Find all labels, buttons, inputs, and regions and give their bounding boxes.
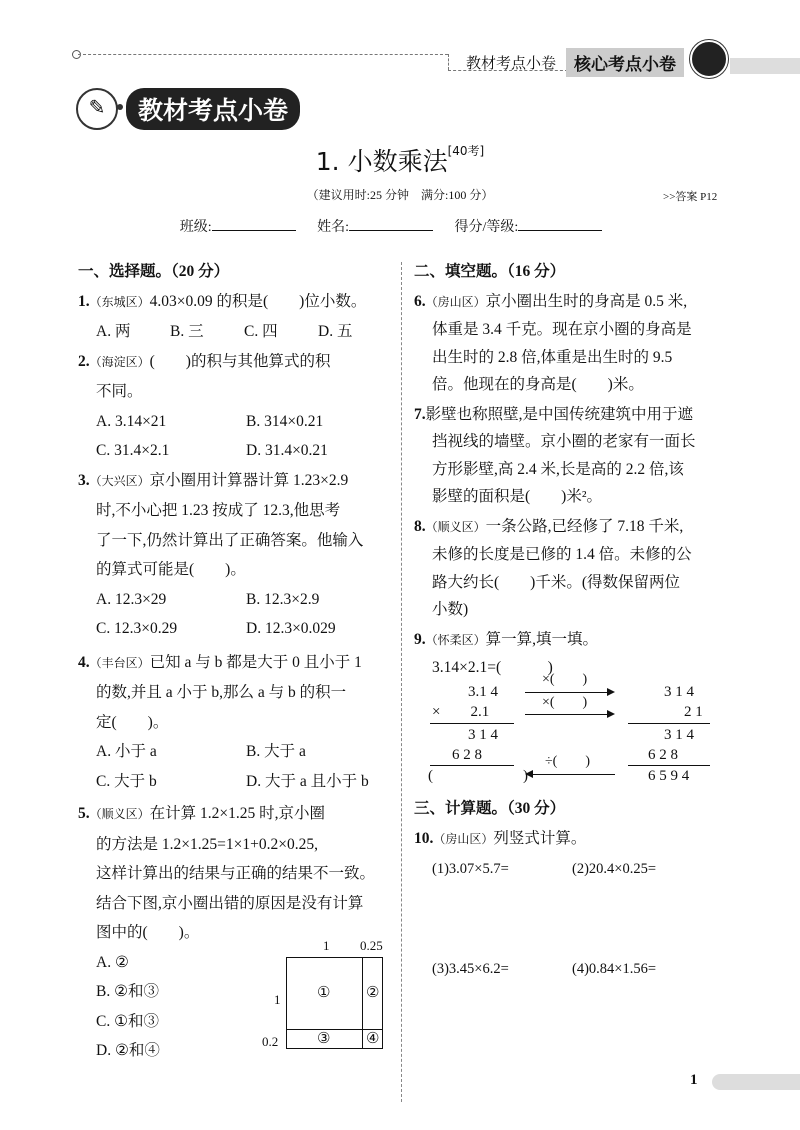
question-3	[78, 466, 398, 497]
student-fields	[0, 216, 800, 236]
option-c[interactable]: C. 四	[244, 323, 278, 340]
calc-left-row: 3.1 4	[468, 684, 498, 700]
option-c[interactable]: C. 31.4×2.1	[96, 442, 170, 459]
paper-icon: ✎	[76, 88, 118, 130]
area-model-figure	[286, 957, 383, 1049]
option-a[interactable]: A. ②	[96, 953, 129, 971]
left-column	[78, 257, 398, 1066]
name-label: 姓名:	[317, 220, 349, 235]
region-3: ③	[317, 1031, 331, 1047]
calc-rule	[628, 765, 710, 766]
name-field[interactable]	[349, 216, 433, 231]
figure-label: 1	[323, 938, 330, 953]
page-number-bar	[712, 1074, 800, 1090]
option-d[interactable]: D. 大于 a 且小于 b	[246, 772, 369, 790]
header-tab-core: 核心考点小卷	[566, 48, 684, 77]
question-number: 9.	[414, 630, 426, 648]
question-text: 挡视线的墙壁。京小圈的老家有一面长	[432, 433, 696, 450]
options	[78, 737, 398, 767]
page-number: 1	[690, 1072, 698, 1088]
question-text: 已知 a 与 b 都是大于 0 且小于 1	[149, 653, 362, 671]
operation-blank-1[interactable]: ×( )	[542, 672, 588, 687]
class-field[interactable]	[212, 216, 296, 231]
figure-divider	[287, 1029, 382, 1030]
section-badge: 教材考点小卷	[126, 88, 300, 130]
question-4	[78, 648, 398, 679]
question-text: 方形影壁,高 2.4 米,长是高的 2.2 倍,该	[432, 460, 684, 478]
question-7	[414, 401, 734, 429]
question-text: 不同。	[96, 383, 143, 400]
figure-divider	[362, 958, 363, 1048]
question-text: ( )的积与其他算式的积	[149, 352, 331, 370]
figure-label: 1	[274, 992, 281, 1007]
question-text: 倍。他现在的身高是( )米。	[432, 376, 644, 393]
badge-connector	[117, 104, 123, 110]
question-1	[78, 287, 398, 318]
calc-item-1: (1)3.07×5.7=	[432, 861, 509, 877]
exam-meta: （建议用时:25 分钟 满分:100 分）	[306, 188, 494, 202]
question-source: （大兴区）	[89, 473, 150, 488]
question-text: 这样计算出的结果与正确的结果不一致。	[96, 865, 376, 882]
option-b[interactable]: B. ②和③	[96, 983, 159, 1000]
question-number: 7.	[414, 405, 426, 423]
option-c[interactable]: C. 大于 b	[96, 772, 157, 790]
right-column-lower	[414, 794, 734, 984]
options	[78, 585, 398, 615]
header-dashed-line	[448, 54, 449, 70]
question-source: （顺义区）	[425, 519, 486, 534]
question-number: 8.	[414, 517, 426, 535]
question-text: 算一算,填一填。	[485, 630, 599, 648]
calc-item-3: (3)3.45×6.2=	[432, 961, 509, 977]
figure-label: 0.25	[360, 938, 383, 953]
calc-left-row: 3 1 4	[468, 727, 498, 743]
calc-right-row: 6 5 9 4	[648, 768, 690, 784]
calc-rule	[430, 723, 514, 724]
column-divider	[401, 262, 402, 1102]
option-a[interactable]: A. 3.14×21	[96, 412, 167, 430]
question-text: 在计算 1.2×1.25 时,京小圈	[149, 805, 326, 822]
question-text: 的算式可能是( )。	[96, 561, 246, 578]
question-source: （丰台区）	[89, 655, 150, 670]
header-grey-tab	[730, 58, 800, 74]
question-9	[414, 626, 734, 655]
option-a[interactable]: A. 两	[96, 323, 131, 340]
page-title	[0, 142, 800, 178]
calc-rule	[628, 723, 710, 724]
calc-right-row: 3 1 4	[664, 684, 694, 700]
question-text: 体重是 3.4 千克。现在京小圈的身高是	[432, 321, 692, 338]
header-dashed-line	[78, 54, 448, 55]
question-number: 4.	[78, 653, 90, 671]
right-column	[414, 258, 734, 682]
option-d[interactable]: D. ②和④	[96, 1042, 160, 1059]
options	[78, 614, 398, 644]
question-text: 京小圈用计算器计算 1.23×2.9	[149, 471, 349, 489]
operation-blank-2[interactable]: ×( )	[542, 695, 588, 710]
question-text: 路大约长( )千米。(得数保留两位	[432, 573, 680, 591]
option-d[interactable]: D. 31.4×0.21	[246, 442, 328, 459]
question-text: 小数)	[432, 601, 469, 618]
question-text: 4.03×0.09 的积是( )位小数。	[149, 292, 367, 310]
question-source: （东城区）	[89, 294, 150, 309]
question-text: 影壁也称照壁,是中国传统建筑中用于遮	[425, 405, 694, 423]
answer-blank[interactable]: ( )	[428, 768, 528, 784]
option-b[interactable]: B. 12.3×2.9	[246, 590, 320, 608]
section-heading: 二、填空题。（16 分）	[414, 263, 566, 280]
question-text: 的方法是 1.2×1.25=1×1+0.2×0.25,	[96, 835, 318, 853]
question-text: 了一下,仍然计算出了正确答案。他输入	[96, 531, 364, 549]
question-source: （怀柔区）	[425, 632, 486, 647]
option-d[interactable]: D. 五	[318, 323, 353, 340]
calc-items	[414, 854, 734, 884]
answer-reference: >>答案 P12	[663, 191, 718, 203]
question-source: （海淀区）	[89, 354, 150, 369]
option-a[interactable]: A. 12.3×29	[96, 590, 167, 608]
cartoon-kid-icon	[690, 40, 728, 78]
question-number: 3.	[78, 471, 90, 489]
score-label: 得分/等级:	[454, 220, 519, 235]
section-heading: 一、选择题。（20 分）	[78, 263, 230, 280]
calc-items	[414, 954, 734, 984]
title-text: 1. 小数乘法	[315, 147, 448, 176]
question-text: 时,不小心把 1.23 按成了 12.3,他思考	[96, 502, 341, 519]
class-label: 班级:	[179, 220, 212, 235]
question-number: 5.	[78, 805, 90, 822]
arrow-left-icon	[527, 774, 615, 775]
question-8	[414, 513, 734, 542]
question-text: 列竖式计算。	[493, 830, 587, 847]
question-text: 结合下图,京小圈出错的原因是没有计算	[96, 894, 364, 912]
calc-right-row: 6 2 8	[648, 747, 678, 763]
question-text: 定( )。	[96, 713, 169, 731]
option-c[interactable]: C. 12.3×0.29	[96, 620, 178, 637]
question-number: 6.	[414, 292, 426, 310]
option-b[interactable]: B. 大于 a	[246, 743, 306, 760]
title-tag: [40考]	[447, 144, 485, 158]
calc-rule	[430, 765, 514, 766]
question-source: （顺义区）	[89, 807, 150, 821]
calc-item-2: (2)20.4×0.25=	[572, 861, 657, 877]
region-4: ④	[366, 1031, 380, 1047]
calc-right-row: 3 1 4	[664, 727, 694, 743]
section-heading: 三、计算题。（30 分）	[414, 800, 566, 817]
figure-label: 0.2	[262, 1034, 279, 1049]
options	[78, 436, 398, 466]
calc-item-4: (4)0.84×1.56=	[572, 961, 657, 977]
question-text: 一条公路,已经修了 7.18 千米,	[485, 517, 684, 535]
option-a[interactable]: A. 小于 a	[96, 743, 157, 760]
question-6	[414, 288, 734, 317]
question-5	[78, 799, 398, 830]
question-number: 10.	[414, 830, 434, 847]
region-1: ①	[317, 985, 331, 1001]
question-text: 未修的长度是已修的 1.4 倍。未修的公	[432, 546, 692, 563]
region-2: ②	[366, 985, 380, 1001]
question-text: 的数,并且 a 小于 b,那么 a 与 b 的积一	[96, 684, 347, 701]
score-field[interactable]	[518, 216, 602, 231]
question-10	[414, 824, 734, 854]
option-b[interactable]: B. 三	[170, 323, 204, 340]
question-number: 2.	[78, 352, 90, 370]
options	[78, 317, 398, 347]
question-number: 1.	[78, 292, 90, 310]
question-text: 影壁的面积是( )米²。	[432, 488, 602, 505]
question-2	[78, 347, 398, 378]
header-tab-textbook: 教材考点小卷	[466, 54, 557, 72]
arrow-right-icon	[525, 714, 613, 715]
question-source: （房山区）	[433, 832, 494, 846]
calc-left-row: × 2.1	[432, 704, 490, 720]
question-text: 出生时的 2.8 倍,体重是出生时的 9.5	[432, 348, 673, 366]
option-d[interactable]: D. 12.3×0.029	[246, 620, 336, 637]
options	[78, 767, 398, 797]
question-text: 3.14×2.1=( )	[432, 659, 553, 676]
option-c[interactable]: C. ①和③	[96, 1012, 159, 1030]
arrow-right-icon	[525, 692, 613, 693]
option-b[interactable]: B. 314×0.21	[246, 412, 324, 430]
calc-right-row: 2 1	[684, 704, 703, 720]
question-text: 图中的( )。	[96, 924, 200, 941]
operation-blank-3[interactable]: ÷( )	[545, 754, 591, 769]
question-text: 京小圈出生时的身高是 0.5 米,	[485, 292, 688, 310]
options	[78, 407, 398, 437]
calc-left-row: 6 2 8	[452, 747, 482, 763]
question-source: （房山区）	[425, 294, 486, 309]
